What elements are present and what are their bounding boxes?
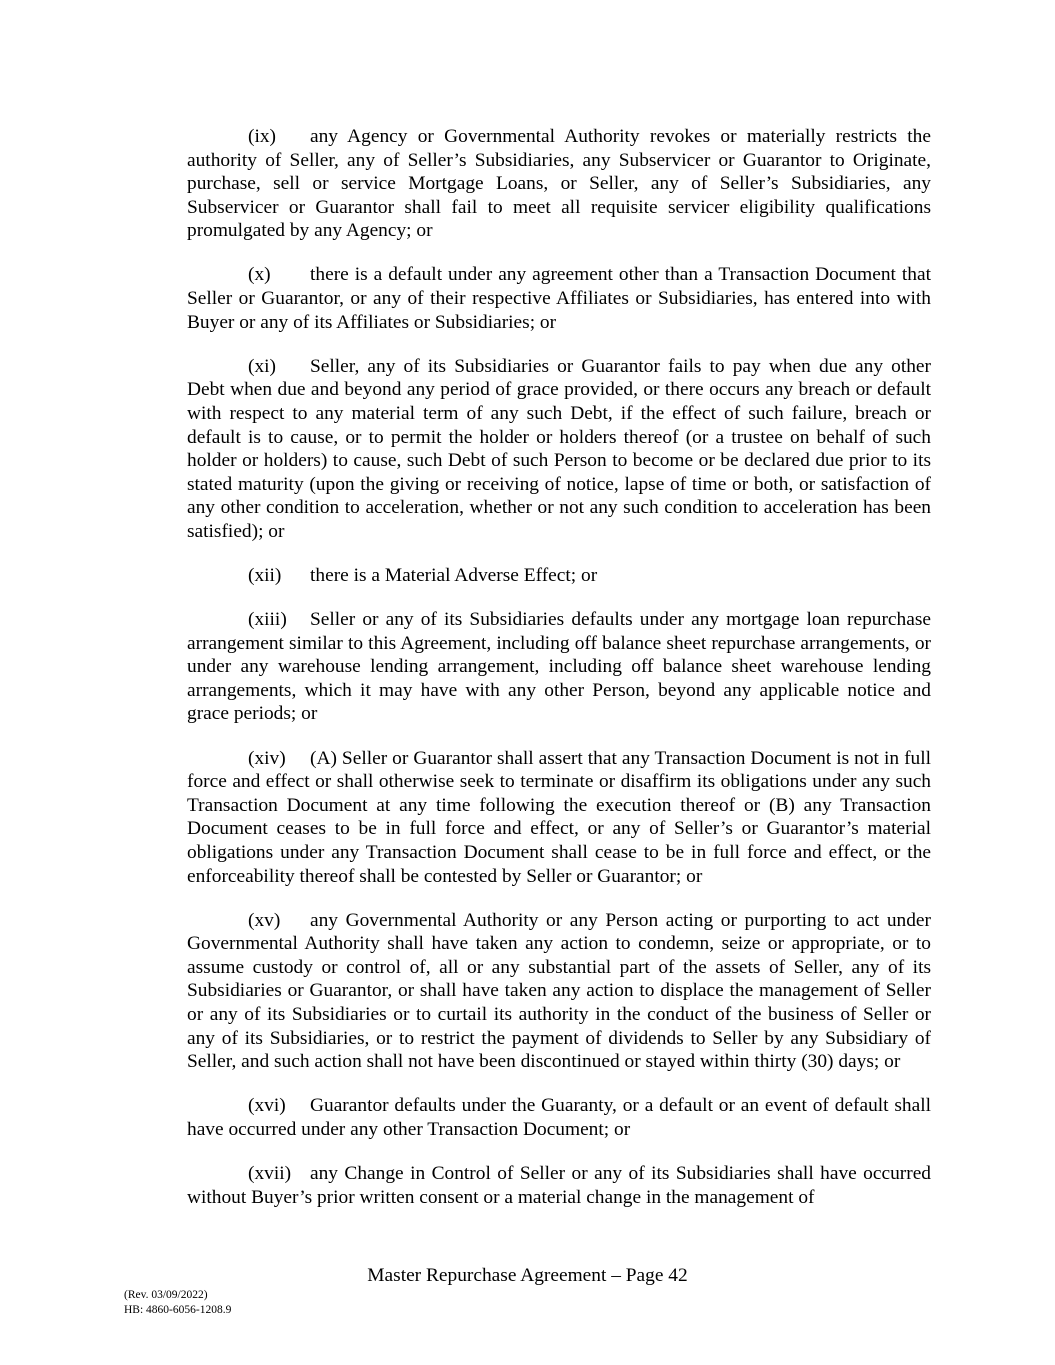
clause-number: (xii) [248,565,282,586]
clause-xvii [187,1162,931,1209]
clause-number: (xiv) [248,747,286,769]
clause-text: Seller, any of its Subsidiaries or Guarantor fails to pay when due any other Debt when due and beyond any period of grace provided, or there occurs any breach or default with respect to any material term of any such Debt, if the effect of such failure, breach or default is to cause, or to permit the holder or holders thereof (or a trustee on behalf of such holder or holders) to cause, such Debt of such Person to become or be declared due prior to its stated maturity (upon the giving or receiving of notice, lapse of time or both, or satisfaction of any other condition to acceleration, whether or not any such condition to acceleration has been satisfied); or [187,355,931,542]
clause-number: (xvii) [248,1162,292,1184]
clause-xiii [187,608,931,726]
document-body [187,125,931,1230]
clause-x [187,263,931,334]
clause-number: (xvi) [248,1095,286,1117]
clause-text: there is a Material Adverse Effect; or [310,565,598,586]
document-id: HB: 4860-6056-1208.9 [124,1303,232,1316]
clause-text: any Governmental Authority or any Person acting or purporting to act under Governmental Authority shall have taken any action to condemn, seize or appropriate, or to assume custody or control of, all or any substantial part of the assets of Seller, any of its Subsidiaries or Guarantor, or shall have taken any action to displace the management of Seller or any of its Subsidiaries or to curtail its authority in the conduct of the business of Seller or any of its Subsidiaries, or to restrict the payment of dividends to Seller by any Subsidiary of Seller, and such action shall not have been discontinued or stayed within thirty (30) days; or [187,909,931,1073]
clause-number: (ix) [248,126,276,147]
clause-number: (x) [248,264,271,286]
clause-ix [187,125,931,243]
clause-text: any Agency or Governmental Authority revokes or materially restricts the authority of Seller, any of Seller’s Subsidiaries, any Subservicer or Guarantor to Originate, purchase, sell or service Mortgage Loans, or Seller, any of Seller’s Subsidiaries, any Subservicer or Guarantor shall fail to meet all requisite servicer eligibility qualifications promulgated by any Agency; or [187,126,931,242]
clause-text: Guarantor defaults under the Guaranty, or a default or an event of default shall have occurred under any other Transaction Document; or [187,1095,931,1140]
clause-text: Seller or any of its Subsidiaries defaults under any mortgage loan repurchase arrangement similar to this Agreement, including off balance sheet repurchase arrangements, or under any warehouse lending arrangement, including off balance sheet warehouse lending arrangements, which it may have with any other Person, beyond any applicable notice and grace periods; or [187,609,931,725]
clause-number: (xi) [248,355,276,377]
clause-text: any Change in Control of Seller or any of its Subsidiaries shall have occurred without Buyer’s prior written consent or a material change in the management of [187,1162,931,1208]
revision-date: (Rev. 03/09/2022) [124,1289,208,1301]
page-footer-title: Master Repurchase Agreement – Page 42 [367,1265,688,1286]
clause-number: (xv) [248,909,281,931]
clause-text: there is a default under any agreement other than a Transaction Document that Seller or Guarantor, or any of their respective Affiliates or Subsidiaries, has entered into with Buyer or any of its Affiliates or Subsidiaries; or [187,264,931,333]
clause-xii [187,564,931,588]
revision-block [124,1288,231,1317]
clause-number: (xiii) [248,609,287,631]
clause-xv [187,909,931,1074]
clause-xiv [187,747,931,889]
clause-text: (A) Seller or Guarantor shall assert that any Transaction Document is not in full force and effect or shall otherwise seek to terminate or disaffirm its obligations under any such Transaction Document at any time following the execution thereof or (B) any Transaction Document ceases to be in full force and effect, or any of Seller’s or Guarantor’s material obligations under any Transaction Document shall cease to be in full force and effect, or the enforceability thereof shall be contested by Seller or Guarantor; or [187,747,931,887]
clause-xi [187,355,931,544]
clause-xvi [187,1094,931,1141]
